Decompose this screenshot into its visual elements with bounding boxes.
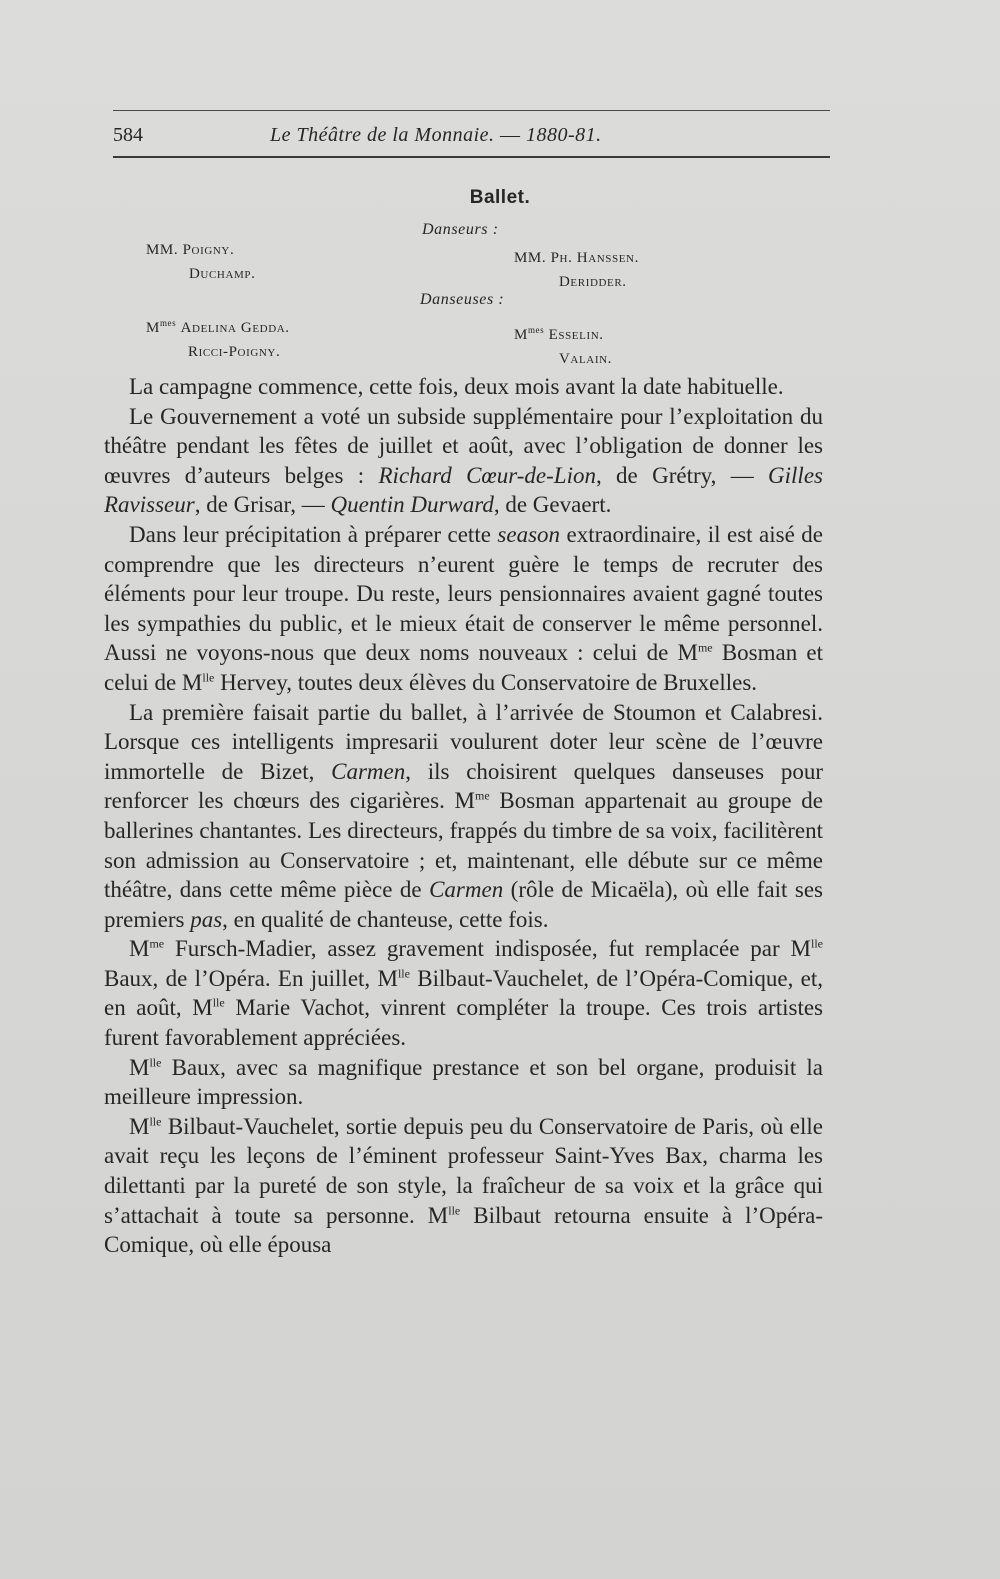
- title-abbrev-sup: me: [474, 788, 490, 803]
- header-rule-top: [113, 110, 830, 111]
- cast-name: Valain.: [559, 351, 612, 367]
- cast-line: [514, 347, 612, 371]
- paragraph-text: M: [129, 1113, 150, 1139]
- running-title: [270, 124, 602, 147]
- title-abbrev-sup: lle: [397, 966, 410, 981]
- paragraph: [104, 520, 823, 698]
- cast-name: Deridder.: [559, 274, 627, 290]
- paragraph-text: extraordinaire, il est aisé de comprendre que les directeurs n’eurent guère le temps de recruter des éléments pour leur troupe. Du reste, leurs pensionnaires avaient gagné toutes les sympathies du public, et le mieux était de conserver le même personnel. Aussi ne voyons-nous que deux noms nouveaux : celui de M: [104, 521, 823, 666]
- italic-text: Carmen: [429, 877, 504, 903]
- paragraph-text: La première faisait partie du ballet, à l’arrivée de Stoumon et Calabresi. Lorsque ces intelligents impresarii voulurent doter leur scène de l’œuvre immortelle de Bizet,: [104, 699, 823, 784]
- title-abbrev-sup: lle: [202, 670, 215, 685]
- cast-line: [146, 340, 290, 364]
- paragraph-text: M: [129, 936, 150, 962]
- paragraph-text: Dans leur précipitation à préparer cette: [129, 521, 498, 547]
- cast-line: [514, 318, 612, 347]
- cast-women-left: [146, 311, 290, 364]
- running-title-years: 1880-81.: [526, 124, 602, 146]
- paragraph-text: La campagne commence, cette fois, deux mois avant la date habituelle.: [129, 374, 784, 399]
- paragraph-text: , de Gevaert.: [493, 492, 612, 518]
- italic-text: Gilles Ravisseur: [104, 462, 823, 518]
- paragraph: [104, 698, 823, 935]
- italic-text: pas: [190, 906, 223, 932]
- cast-prefix: MM.: [146, 242, 179, 258]
- italic-text: Quentin Durward: [330, 492, 494, 518]
- danseurs-label: Danseurs :: [422, 221, 499, 238]
- title-abbrev-sup: lle: [811, 936, 823, 951]
- paragraph-text: Baux, avec sa magnifique prestance et son bel organe, produisit la meilleure impression.: [104, 1054, 823, 1110]
- paragraph-text: , de Grisar, —: [194, 492, 331, 518]
- page-number: 584: [113, 124, 143, 146]
- title-abbrev-sup: lle: [212, 995, 225, 1010]
- italic-text: season: [497, 521, 561, 547]
- cast-line: [514, 270, 639, 294]
- cast-line: [146, 238, 255, 262]
- italic-text: Carmen: [331, 758, 406, 784]
- paragraph: [104, 934, 823, 1052]
- cast-line: [514, 246, 639, 270]
- paragraph-text: Bilbaut-Vauchelet, de l’Opéra-Comique, et, en août, M: [104, 965, 823, 1021]
- cast-prefix: M: [146, 320, 160, 336]
- title-abbrev-sup: lle: [149, 1114, 162, 1129]
- paragraph: [104, 1053, 823, 1112]
- paragraph-text: Le Gouvernement a voté un subside supplémentaire pour l’exploitation du théâtre pendant les fêtes de juillet et août, avec l’obligation de donner les œuvres d’auteurs belges :: [104, 403, 823, 488]
- title-abbrev-sup: me: [697, 640, 713, 655]
- cast-prefix: M: [514, 327, 528, 343]
- paragraph: [104, 402, 823, 520]
- paragraph-text: Fursch-Madier, assez gravement indisposée, fut remplacée par M: [164, 936, 811, 962]
- paragraph-text: , ils choisirent quelques danseuses pour renforcer les chœurs des cigarières. M: [104, 758, 823, 814]
- paragraph-text: Baux, de l’Opéra. En juillet, M: [104, 965, 398, 991]
- running-title-text: Le Théâtre de la Monnaie.: [270, 124, 495, 146]
- cast-women-right: [514, 318, 612, 371]
- cast-line: [146, 262, 255, 286]
- cast-name: Duchamp.: [189, 266, 256, 282]
- title-abbrev-sup: me: [149, 936, 165, 951]
- paragraph-text: Bosman et celui de M: [104, 640, 824, 695]
- cast-men-left: [146, 238, 255, 286]
- cast-name: Ph. Hanssen.: [550, 250, 639, 266]
- paragraph-text: Marie Vachot, vinrent compléter la troupe. Ces trois artistes furent favorablement appréciées.: [104, 995, 823, 1051]
- cast-line: [146, 311, 290, 340]
- cast-name: Esselin.: [548, 327, 604, 343]
- cast-name: Ricci-Poigny.: [188, 344, 281, 360]
- running-title-dash: —: [500, 124, 521, 146]
- paragraph-text: Bilbaut retourna ensuite à l’Opéra-Comique, où elle épousa: [104, 1202, 823, 1258]
- italic-text: Richard Cœur-de-Lion: [378, 462, 596, 488]
- paragraph-text: Hervey, toutes deux élèves du Conservatoire de Bruxelles.: [214, 669, 758, 695]
- paragraph: [104, 1112, 823, 1260]
- paragraph-text: , de Grétry, —: [595, 462, 769, 488]
- paragraph-text: , en qualité de chanteuse, cette fois.: [222, 906, 549, 932]
- header-rule-bottom: [113, 156, 830, 158]
- paragraph: [104, 372, 823, 402]
- title-abbrev-sup: lle: [149, 1055, 162, 1069]
- ballet-heading: Ballet.: [469, 187, 531, 208]
- title-abbrev-sup: lle: [448, 1202, 461, 1217]
- cast-prefix-sup: mes: [159, 318, 177, 328]
- cast-name: Poigny.: [182, 242, 235, 258]
- paragraph-text: (rôle de Micaëla), où elle fait ses premiers: [104, 877, 823, 932]
- paragraph-text: Bosman appartenait au groupe de ballerines chantantes. Les directeurs, frappés du timbre de sa voix, facilitèrent son admission au Conservatoire ; et, maintenant, elle débute sur ce même théâtre, dans cette même pièce de: [104, 788, 823, 903]
- danseuses-label: Danseuses :: [420, 291, 505, 308]
- cast-prefix: MM.: [514, 250, 547, 266]
- cast-prefix-sup: mes: [527, 325, 545, 335]
- cast-name: Adelina Gedda.: [180, 320, 290, 336]
- cast-men-right: [514, 246, 639, 294]
- paragraph-text: M: [129, 1054, 150, 1080]
- paragraph-text: Bilbaut-Vauchelet, sortie depuis peu du Conservatoire de Paris, où elle avait reçu les leçons de l’éminent professeur Saint-Yves Bax, charma les dilettanti par la pureté de son style, la fraîcheur de sa voix et la grâce qui s’attachait à toute sa personne. M: [104, 1113, 823, 1228]
- body-text: [104, 372, 823, 1260]
